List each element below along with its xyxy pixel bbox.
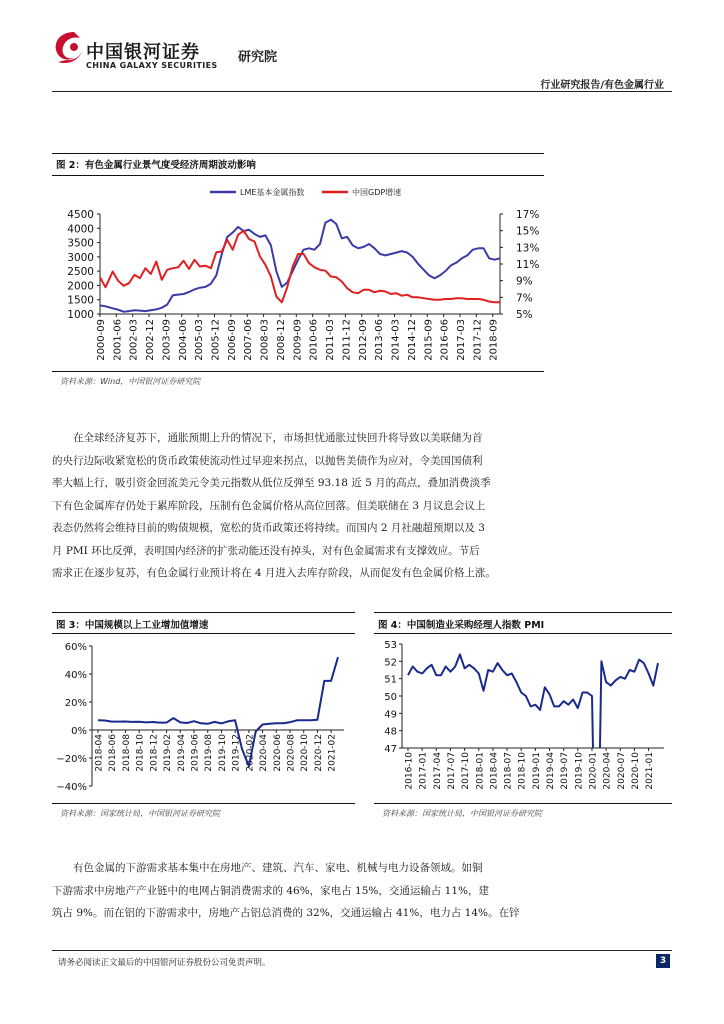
x-tick-label: 2021-02	[327, 734, 338, 772]
x-tick-label: 2017-04	[432, 752, 443, 790]
p1-line: 的央行边际收紧宽松的货币政策使流动性过早迎来拐点，以抛售美债作为应对，令美国国债利	[52, 454, 483, 467]
x-tick-label: 2017-12	[472, 319, 484, 361]
x-tick-label: 2017-03	[455, 319, 467, 361]
left-tick-label: 4500	[67, 209, 94, 221]
x-tick-label: 2020-01	[588, 752, 599, 790]
y-tick-label: 52	[384, 657, 397, 669]
x-tick-label: 2020-10	[630, 752, 641, 790]
x-tick-label: 2020-02	[245, 734, 256, 772]
left-tick-label: 2500	[67, 266, 94, 279]
p1-line: 表态仍然将会维持目前的购债规模，宽松的货币政策还将持续。而国内 2 月社融超预期以及 3	[52, 522, 485, 534]
x-tick-label: 2018-10	[135, 734, 146, 772]
fig4-bottom-rule	[374, 803, 672, 804]
x-tick-label: 2014-03	[390, 319, 402, 361]
x-tick-label: 2019-06	[190, 734, 201, 772]
x-tick-label: 2009-09	[292, 319, 304, 361]
fig4-top-rule	[374, 612, 672, 613]
institute-label: 研究院	[238, 50, 278, 65]
x-tick-label: 2008-03	[259, 319, 271, 361]
x-tick-label: 2020-06	[272, 734, 283, 772]
x-tick-label: 2011-12	[341, 319, 353, 361]
x-tick-label: 2016-06	[439, 319, 451, 361]
fig2-chart	[52, 178, 544, 378]
x-tick-label: 2000-09	[95, 319, 107, 361]
y-tick-label: 53	[384, 640, 397, 651]
left-tick-label: 1000	[67, 309, 94, 321]
y-tick-label: 49	[384, 709, 397, 721]
fig2-source: 资料来源：Wind，中国银河证券研究院	[60, 377, 201, 386]
x-tick-label: 2020-07	[616, 752, 627, 790]
x-tick-label: 2021-01	[645, 752, 656, 790]
p1-line: 月 PMI 环比反弹，表明国内经济的扩张动能还没有掉头，对有色金属需求有支撑效应。节后	[52, 544, 480, 557]
fig2-top-rule	[52, 153, 544, 154]
galaxy-logo-icon	[52, 28, 86, 68]
p1-line: 率大幅上行，吸引资金回流美元令美元指数从低位反弹至 93.18 近 5 月的高点，叠加消费淡季	[52, 477, 491, 489]
left-tick-label: 3500	[67, 237, 94, 250]
x-tick-label: 2002-12	[145, 319, 157, 361]
fig4-source: 资料来源：国家统计局，中国银河证券研究院	[382, 809, 542, 818]
x-tick-label: 2011-03	[325, 319, 337, 361]
x-tick-label: 2018-07	[503, 752, 514, 790]
report-type: 行业研究报告/有色金属行业	[540, 80, 664, 91]
fig4-title: 图 4：中国制造业采购经理人指数 PMI	[378, 620, 545, 631]
fig4-chart	[374, 636, 672, 804]
series-line-lme	[100, 220, 500, 312]
company-name-en: CHINA GALAXY SECURITIES	[86, 61, 218, 70]
x-tick-label: 2018-04	[489, 752, 500, 790]
x-tick-label: 2018-01	[475, 752, 486, 790]
legend-label-lme: LME基本金属指数	[240, 188, 305, 197]
fig3-source: 资料来源：国家统计局，中国银河证券研究院	[60, 809, 220, 818]
x-tick-label: 2020-08	[286, 734, 297, 772]
legend-label-gdp: 中国GDP增速	[352, 188, 402, 197]
x-tick-label: 2018-12	[149, 734, 160, 772]
x-tick-label: 2019-01	[531, 752, 542, 790]
page-number: 3	[656, 954, 670, 968]
fig2-bottom-rule	[52, 371, 544, 372]
company-name-cn: 中国银河证券	[86, 42, 200, 63]
x-tick-label: 2019-02	[163, 734, 174, 772]
footer-disclaimer: 请务必阅读正文最后的中国银河证券股份公司免责声明。	[58, 958, 271, 968]
x-tick-label: 2003-09	[161, 319, 173, 361]
right-tick-label: 7%	[516, 292, 533, 305]
x-tick-label: 2020-10	[300, 734, 311, 772]
right-tick-label: 13%	[516, 242, 540, 255]
x-tick-label: 2018-10	[517, 752, 528, 790]
x-tick-label: 2019-08	[204, 734, 215, 772]
x-tick-label: 2013-06	[374, 319, 386, 361]
y-tick-label: 60%	[64, 642, 87, 653]
x-tick-label: 2020-12	[313, 734, 324, 772]
fig3-top-rule	[52, 612, 355, 613]
x-tick-label: 2018-09	[488, 319, 500, 361]
p2-line: 有色金属的下游需求基本集中在房地产、建筑、汽车、家电、机械与电力设备领域。如铜	[73, 862, 483, 874]
right-tick-label: 9%	[516, 275, 533, 288]
x-tick-label: 2002-03	[128, 319, 140, 361]
fig3-bottom-rule	[52, 803, 355, 804]
x-tick-label: 2019-10	[574, 752, 585, 790]
y-tick-label: 51	[384, 674, 397, 686]
paragraph-1	[52, 427, 672, 585]
x-tick-label: 2001-06	[112, 319, 124, 361]
p2-line: 筑占 9%。而在铝的下游需求中，房地产占铝总消费的 32%，交通运输占 41%，电力占 14%。在锌	[52, 907, 520, 919]
x-tick-label: 2020-04	[602, 752, 613, 790]
p1-line: 需求正在逐步复苏，有色金属行业预计将在 4 月进入去库存阶段，从而促发有色金属价格上涨。	[52, 567, 496, 579]
y-tick-label: 50	[384, 692, 397, 703]
fig3-chart	[52, 636, 355, 804]
x-tick-label: 2017-10	[461, 752, 472, 790]
x-tick-label: 2020-04	[259, 734, 270, 772]
y-tick-label: −20%	[56, 754, 87, 765]
x-tick-label: 2008-12	[275, 319, 287, 361]
y-tick-label: 47	[384, 744, 397, 755]
x-tick-label: 2018-04	[94, 734, 105, 772]
paragraph-2	[52, 857, 672, 925]
p1-line: 在全球经济复苏下，通胀预期上升的情况下，市场担忧通胀过快回升将导致以美联储为首	[73, 432, 483, 444]
right-tick-label: 11%	[516, 259, 540, 271]
x-tick-label: 2019-04	[176, 734, 187, 772]
header-divider	[52, 91, 672, 92]
x-tick-label: 2019-04	[546, 752, 557, 790]
x-tick-label: 2005-03	[194, 319, 206, 361]
right-tick-label: 17%	[516, 209, 540, 221]
y-tick-label: −40%	[56, 782, 87, 793]
x-tick-label: 2017-07	[446, 752, 457, 790]
x-tick-label: 2010-06	[308, 319, 320, 361]
footer-divider	[52, 950, 672, 951]
fig4-title-rule	[374, 633, 672, 634]
y-tick-label: 20%	[64, 698, 87, 709]
left-tick-label: 3000	[67, 251, 94, 264]
fig3-title: 图 3：中国规模以上工业增加值增速	[56, 620, 209, 631]
y-tick-label: 0%	[71, 726, 87, 737]
y-tick-label: 48	[384, 726, 397, 738]
company-logo	[52, 28, 86, 68]
x-tick-label: 2004-06	[177, 319, 189, 361]
x-tick-label: 2005-12	[210, 319, 222, 361]
x-tick-label: 2007-06	[243, 319, 255, 361]
x-tick-label: 2015-09	[423, 319, 435, 361]
y-tick-label: 40%	[64, 670, 87, 681]
fig2-title: 图 2：有色金属行业景气度受经济周期波动影响	[56, 160, 256, 171]
p1-line: 下有色金属库存仍处于累库阶段，压制有色金属价格从高位回落。但美联储在 3 月议息会议上	[52, 499, 486, 512]
x-tick-label: 2014-12	[406, 319, 418, 361]
left-tick-label: 4000	[67, 223, 94, 236]
x-tick-label: 2017-01	[418, 752, 429, 790]
left-tick-label: 2000	[67, 280, 94, 293]
fig2-title-rule	[52, 175, 544, 176]
x-tick-label: 2019-12	[231, 734, 242, 772]
left-tick-label: 1500	[67, 294, 94, 307]
x-tick-label: 2016-10	[404, 752, 415, 790]
fig3-title-rule	[52, 633, 355, 634]
x-tick-label: 2018-08	[121, 734, 132, 772]
right-tick-label: 15%	[516, 225, 540, 238]
x-tick-label: 2019-10	[217, 734, 228, 772]
p2-line: 下游需求中房地产产业链中的电网占铜消费需求的 46%，家电占 15%，交通运输占 11%，建	[52, 884, 490, 897]
x-tick-label: 2006-09	[226, 319, 238, 361]
right-tick-label: 5%	[516, 309, 533, 321]
series-line-gdp	[100, 231, 500, 303]
x-tick-label: 2018-06	[108, 734, 119, 772]
x-tick-label: 2012-09	[357, 319, 369, 361]
x-tick-label: 2019-07	[560, 752, 571, 790]
